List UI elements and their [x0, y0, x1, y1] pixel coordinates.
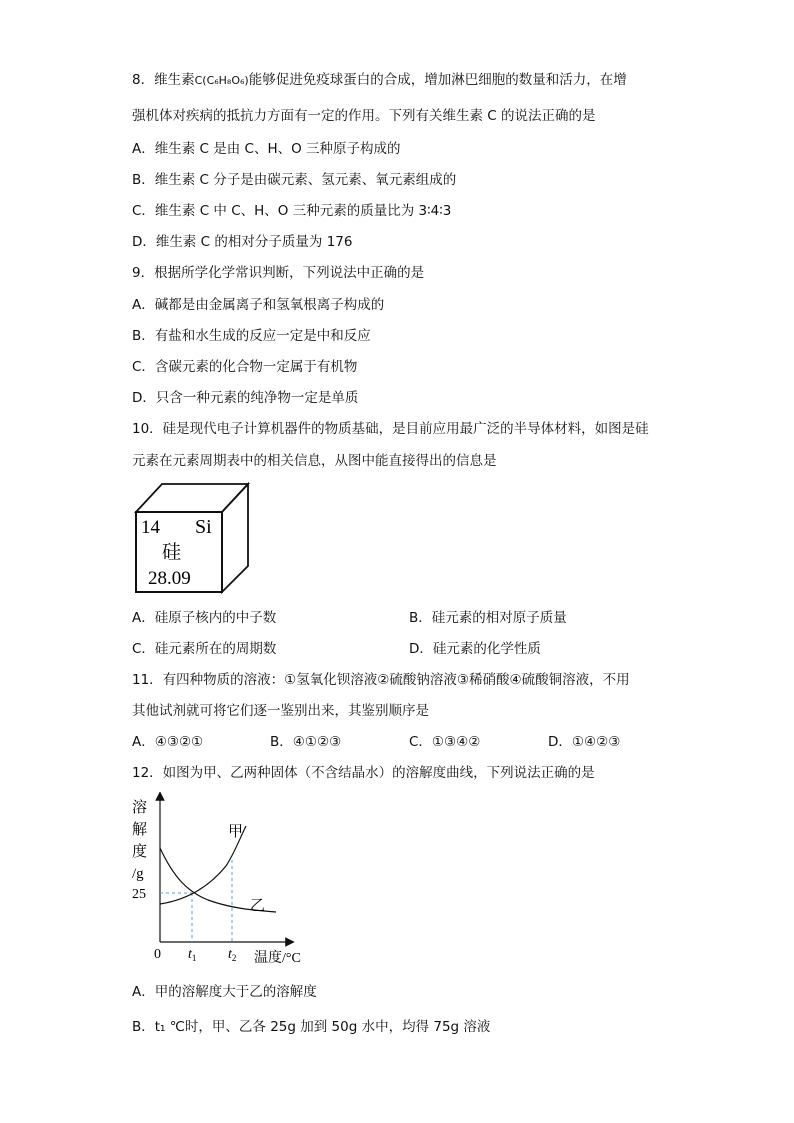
element-atomic-number: 14: [141, 517, 160, 538]
q10-stem-line1: 10．硅是现代电子计算机器件的物质基础，是目前应用最广泛的半导体材料，如图是硅: [132, 421, 649, 437]
q11-stem-line2: 其他试剂就可将它们逐一鉴别出来，其鉴别顺序是: [132, 703, 429, 719]
q8-formula: C(C₆H₈O₆): [194, 74, 249, 87]
q8-option-a: A．维生素 C 是由 C、H、O 三种原子构成的: [132, 141, 401, 157]
y-tick-25: 25: [132, 887, 146, 902]
x-tick-t1: $t_1$: [188, 947, 197, 963]
q9-option-a: A．碱都是由金属离子和氢氧根离子构成的: [132, 297, 385, 313]
element-name: 硅: [162, 542, 182, 563]
solubility-curve-figure: [126, 792, 316, 967]
q12-option-a: A．甲的溶解度大于乙的溶解度: [132, 984, 317, 1000]
x-axis-label: 温度/°C: [254, 951, 301, 966]
origin-label: 0: [154, 947, 161, 962]
q11-stem-line1: 11．有四种物质的溶液：①氢氧化钡溶液②硫酸钠溶液③稀硝酸④硫酸铜溶液，不用: [132, 672, 630, 688]
q11-option-d: D．①④②③: [548, 734, 621, 750]
q10-option-b: B．硅元素的相对原子质量: [409, 610, 567, 626]
y-axis-label-3: 度: [132, 844, 148, 860]
q8-option-b: B．维生素 C 分子是由碳元素、氢元素、氧元素组成的: [132, 172, 457, 188]
q8-stem-suffix: 能够促进免疫球蛋白的合成，增加淋巴细胞的数量和活力，在增: [248, 72, 627, 88]
y-axis-label-1: 溶: [132, 800, 148, 816]
q8-stem-prefix: 8．维生素: [132, 72, 195, 88]
q10-option-a: A．硅原子核内的中子数: [132, 610, 277, 626]
element-symbol: Si: [195, 516, 212, 538]
q8-stem-line2: 强机体对疾病的抵抗力方面有一定的作用。下列有关维生素 C 的说法正确的是: [132, 108, 596, 124]
curve-yi-label: 乙: [250, 898, 266, 914]
q10-stem-line2: 元素在元素周期表中的相关信息，从图中能直接得出的信息是: [132, 453, 497, 469]
x-tick-t2: $t_2$: [228, 947, 237, 963]
q9-option-d: D．只含一种元素的纯净物一定是单质: [132, 390, 359, 406]
element-cell-figure: [128, 478, 258, 598]
q9-option-b: B．有盐和水生成的反应一定是中和反应: [132, 328, 371, 344]
q9-option-c: C．含碳元素的化合物一定属于有机物: [132, 359, 358, 375]
q11-option-a: A．④③②①: [132, 734, 204, 750]
q12-option-b: B．t₁ ℃时，甲、乙各 25g 加到 50g 水中，均得 75g 溶液: [132, 1019, 491, 1035]
q11-option-b: B．④①②③: [270, 734, 342, 750]
q8-option-d: D．维生素 C 的相对分子质量为 176: [132, 234, 353, 250]
q10-option-c: C．硅元素所在的周期数: [132, 641, 277, 657]
q11-option-c: C．①③④②: [409, 734, 481, 750]
element-cell-top-face: [136, 484, 248, 512]
y-axis-label-4: /g: [132, 866, 144, 882]
y-axis-label-2: 解: [132, 822, 148, 838]
q8-option-c: C．维生素 C 中 C、H、O 三种元素的质量比为 3∶4∶3: [132, 203, 452, 219]
q9-stem: 9．根据所学化学常识判断，下列说法中正确的是: [132, 265, 425, 281]
q12-stem: 12．如图为甲、乙两种固体（不含结晶水）的溶解度曲线，下列说法正确的是: [132, 765, 595, 781]
curve-jia-label: 甲: [228, 824, 244, 840]
element-cell-side-face: [222, 484, 248, 592]
q10-option-d: D．硅元素的化学性质: [409, 641, 541, 657]
element-atomic-mass: 28.09: [148, 568, 191, 589]
q8-stem-line1: [132, 70, 627, 91]
